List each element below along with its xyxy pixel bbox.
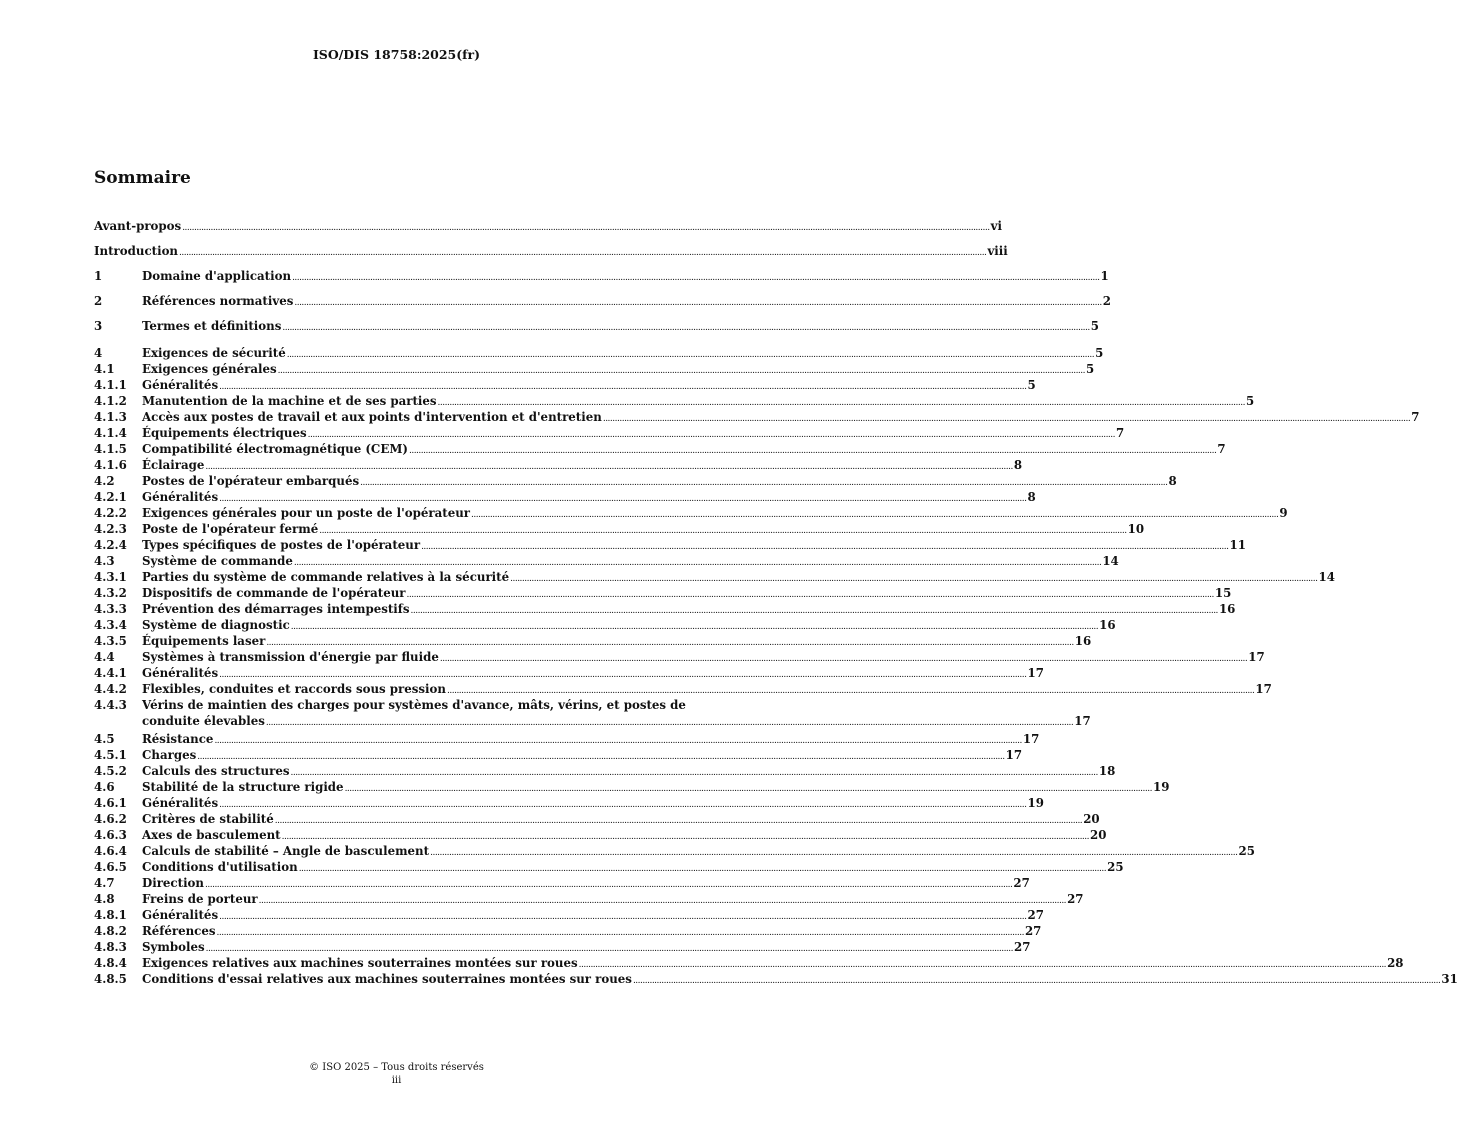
toc-entry-page: 16	[1218, 602, 1236, 616]
toc-entry-title: Termes et définitions	[142, 319, 282, 333]
toc-entry-number: 4.2.2	[94, 506, 127, 520]
toc-entry-page: 27	[1013, 876, 1030, 890]
toc-entry[interactable]	[94, 409, 1420, 425]
toc-entry[interactable]	[94, 601, 1236, 617]
toc-entry-page: 25	[1107, 860, 1124, 874]
page-number: iii	[391, 1075, 402, 1086]
toc-entry-title: Axes de basculement	[142, 828, 281, 842]
toc-entry[interactable]	[94, 779, 1170, 795]
toc-entry[interactable]	[94, 218, 1002, 234]
toc-entry-page: 19	[1152, 780, 1170, 794]
toc-entry[interactable]	[94, 489, 1036, 505]
toc-entry[interactable]	[94, 585, 1232, 601]
toc-entry-number: 4.3.2	[94, 586, 127, 600]
toc-entry-number: 4.5.1	[94, 748, 127, 762]
toc-entry[interactable]	[94, 345, 1104, 361]
toc-entry[interactable]	[94, 441, 1226, 457]
toc-entry-page: 16	[1099, 618, 1116, 632]
toc-entry[interactable]	[94, 617, 1116, 633]
toc-entry-page: 2	[1102, 294, 1111, 308]
toc-entry-number: 4.2.4	[94, 538, 127, 552]
page-footer	[0, 1062, 793, 1086]
toc-entry-page: 8	[1027, 490, 1036, 504]
toc-entry-number: 2	[94, 294, 103, 308]
dot-leader	[294, 295, 1101, 311]
toc-entry-title: Symboles	[142, 940, 205, 954]
toc-entry[interactable]	[94, 393, 1255, 409]
toc-entry-title: Flexibles, conduites et raccords sous pression	[142, 682, 446, 696]
toc-entry[interactable]	[94, 377, 1036, 393]
toc-entry-page: 17	[1248, 650, 1265, 664]
page-title: Sommaire	[94, 168, 191, 188]
toc-entry-title: Généralités	[142, 378, 219, 392]
toc-entry-title: Poste de l'opérateur fermé	[142, 522, 319, 536]
toc-entry[interactable]	[94, 569, 1335, 585]
toc-entry-number: 4.4.1	[94, 666, 127, 680]
toc-entry-title: Généralités	[142, 490, 219, 504]
dot-leader	[179, 245, 986, 261]
toc-entry-number: 4.5.2	[94, 764, 127, 778]
toc-entry-title: Équipements électriques	[142, 426, 307, 440]
toc-entry[interactable]	[94, 318, 1099, 334]
toc-entry[interactable]	[94, 875, 1030, 891]
toc-entry[interactable]	[94, 971, 1458, 987]
toc-entry-title: Stabilité de la structure rigide	[142, 780, 344, 794]
toc-entry-page: 8	[1168, 474, 1177, 488]
toc-entry-title: Freins de porteur	[142, 892, 258, 906]
toc-entry-number: 4.3.5	[94, 634, 127, 648]
toc-entry-number: 4.6.3	[94, 828, 127, 842]
toc-entry-title: Manutention de la machine et de ses parties	[142, 394, 437, 408]
toc-entry-title: Équipements laser	[142, 634, 266, 648]
toc-entry-title: Parties du système de commande relatives à la sécurité	[142, 570, 510, 584]
toc-entry[interactable]	[94, 795, 1044, 811]
toc-entry[interactable]	[94, 537, 1246, 553]
toc-entry-page: 28	[1387, 956, 1404, 970]
toc-entry-title: Direction	[142, 876, 204, 890]
toc-entry-page: 25	[1238, 844, 1255, 858]
toc-entry-number: 1	[94, 269, 103, 283]
toc-entry-number: 4.4.3	[94, 698, 127, 712]
toc-entry[interactable]	[94, 681, 1272, 697]
toc-entry[interactable]	[94, 553, 1119, 569]
toc-entry-page: 17	[1005, 748, 1023, 762]
toc-entry-page: 31	[1441, 972, 1458, 986]
toc-entry-title: Prévention des démarrages intempestifs	[142, 602, 410, 616]
toc-entry-page: 17	[1074, 714, 1091, 728]
toc-entry-page: 16	[1074, 634, 1092, 648]
toc-entry-number: 4.8.5	[94, 972, 127, 986]
toc-entry-title: Généralités	[142, 908, 219, 922]
toc-entry-title: Dispositifs de commande de l'opérateur	[142, 586, 406, 600]
toc-entry-page: 14	[1318, 570, 1335, 584]
toc-entry-number: 4.2.3	[94, 522, 127, 536]
toc-entry-page: 7	[1411, 410, 1420, 424]
toc-entry-number: 4.4.2	[94, 682, 127, 696]
copyright-notice: © ISO 2025 – Tous droits réservés	[309, 1062, 484, 1073]
toc-entry-page: 7	[1217, 442, 1226, 456]
toc-entry[interactable]	[94, 633, 1092, 649]
toc-entry-page: 27	[1027, 908, 1044, 922]
toc-entry[interactable]	[94, 361, 1095, 377]
toc-entry-title: Exigences de sécurité	[142, 346, 286, 360]
dot-leader	[292, 270, 1099, 286]
toc-entry-number: 4.3	[94, 554, 115, 568]
toc-entry[interactable]	[94, 243, 1008, 259]
toc-entry-number: 4.1.3	[94, 410, 127, 424]
toc-entry[interactable]	[94, 763, 1116, 779]
toc-entry-number: 4.1.6	[94, 458, 127, 472]
toc-entry-number: 4.3.3	[94, 602, 127, 616]
toc-entry-title: Types spécifiques de postes de l'opérateur	[142, 538, 421, 552]
toc-entry[interactable]	[94, 939, 1031, 955]
toc-entry[interactable]	[94, 827, 1107, 843]
toc-entry[interactable]	[94, 665, 1044, 681]
toc-entry[interactable]	[94, 268, 1109, 284]
dot-leader	[266, 715, 1073, 731]
toc-entry-page: 18	[1098, 764, 1116, 778]
toc-entry[interactable]	[94, 811, 1100, 827]
toc-entry-page: viii	[987, 244, 1008, 258]
toc-entry-page: 15	[1214, 586, 1232, 600]
toc-entry-title: Références	[142, 924, 216, 938]
dot-leader	[282, 320, 1089, 336]
toc-entry[interactable]	[94, 521, 1145, 537]
toc-entry[interactable]	[94, 907, 1044, 923]
toc-entry-title: Vérins de maintien des charges pour systèmes d'avance, mâts, vérins, et postes de	[142, 698, 686, 712]
toc-entry-number: 4.2.1	[94, 490, 127, 504]
toc-entry-title: Généralités	[142, 796, 219, 810]
toc-entry[interactable]	[94, 293, 1111, 309]
toc-entry[interactable]	[94, 697, 1091, 729]
toc-entry-title: Compatibilité électromagnétique (CEM)	[142, 442, 408, 456]
toc-entry-page: 5	[1086, 362, 1095, 376]
toc-entry-page: 9	[1279, 506, 1288, 520]
toc-entry-number: 4.6	[94, 780, 115, 794]
toc-entry-page: 5	[1245, 394, 1255, 408]
toc-entry[interactable]	[94, 473, 1177, 489]
toc-entry-title: Critères de stabilité	[142, 812, 274, 826]
toc-entry-number: 4.2	[94, 474, 115, 488]
toc-entry-title: Résistance	[142, 732, 214, 746]
toc-entry[interactable]	[94, 923, 1042, 939]
toc-entry-page: 10	[1127, 522, 1145, 536]
toc-entry-title: Conditions d'essai relatives aux machines souterraines montées sur roues	[142, 972, 632, 986]
toc-entry-number: 4.8.1	[94, 908, 127, 922]
toc-entry-number: 4.1.1	[94, 378, 127, 392]
toc-entry-title: Calculs des structures	[142, 764, 290, 778]
toc-entry-title: Généralités	[142, 666, 219, 680]
toc-entry-page: 17	[1255, 682, 1272, 696]
toc-entry-number: 4.1.2	[94, 394, 127, 408]
toc-entry[interactable]	[94, 859, 1124, 875]
toc-entry-title: Avant-propos	[94, 219, 182, 233]
toc-entry-page: vi	[990, 219, 1002, 233]
toc-entry[interactable]	[94, 891, 1084, 907]
toc-entry-page: 11	[1229, 538, 1246, 552]
toc-entry-page: 14	[1102, 554, 1119, 568]
toc-entry-title: Accès aux postes de travail et aux points d'intervention et d'entretien	[142, 410, 602, 424]
toc-entry-page: 27	[1067, 892, 1084, 906]
toc-entry-title: Domaine d'application	[142, 269, 292, 283]
toc-entry-number: 4.6.5	[94, 860, 127, 874]
toc-entry-page: 27	[1024, 924, 1042, 938]
toc-entry-number: 4	[94, 346, 103, 360]
toc-entry-page: 1	[1100, 269, 1109, 283]
toc-entry[interactable]	[94, 731, 1040, 747]
toc-entry[interactable]	[94, 747, 1023, 763]
toc-entry-number: 4.6.2	[94, 812, 127, 826]
toc-entry-number: 4.5	[94, 732, 115, 746]
toc-entry-number: 4.1	[94, 362, 115, 376]
toc-entry-title: Conditions d'utilisation	[142, 860, 298, 874]
toc-entry-title: Références normatives	[142, 294, 294, 308]
toc-entry-title: Systèmes à transmission d'énergie par fluide	[142, 650, 439, 664]
toc-entry[interactable]	[94, 425, 1125, 441]
toc-entry-page: 5	[1027, 378, 1036, 392]
toc-entry-title: Calculs de stabilité – Angle de basculement	[142, 844, 430, 858]
toc-entry-title: Éclairage	[142, 458, 205, 472]
toc-entry[interactable]	[94, 843, 1255, 859]
toc-entry-page: 19	[1027, 796, 1044, 810]
toc-entry[interactable]	[94, 649, 1265, 665]
toc-entry-number: 4.8	[94, 892, 115, 906]
toc-entry-number: 4.3.4	[94, 618, 127, 632]
toc-entry-title: Exigences générales pour un poste de l'opérateur	[142, 506, 470, 520]
toc-entry[interactable]	[94, 955, 1404, 971]
toc-entry[interactable]	[94, 505, 1288, 521]
toc-entry-number: 4.8.3	[94, 940, 127, 954]
toc-entry-page: 20	[1083, 812, 1100, 826]
toc-entry-number: 4.3.1	[94, 570, 127, 584]
toc-entry-page: 5	[1090, 319, 1099, 333]
toc-entry-page: 7	[1116, 426, 1125, 440]
toc-entry-title: Exigences relatives aux machines souterraines montées sur roues	[142, 956, 578, 970]
toc-entry[interactable]	[94, 457, 1023, 473]
dot-leader	[182, 220, 989, 236]
toc-entry-page: 17	[1027, 666, 1044, 680]
toc-entry-title: Système de commande	[142, 554, 293, 568]
toc-entry-page: 20	[1090, 828, 1107, 842]
document-header: ISO/DIS 18758:2025(fr)	[312, 47, 481, 62]
toc-entry-title: Postes de l'opérateur embarqués	[142, 474, 360, 488]
toc-entry-number: 4.1.4	[94, 426, 127, 440]
toc-entry-number: 4.6.4	[94, 844, 127, 858]
toc-entry-number: 4.7	[94, 876, 115, 890]
toc-entry-number: 4.6.1	[94, 796, 127, 810]
toc-entry-number: 4.8.2	[94, 924, 127, 938]
toc-entry-page: 17	[1022, 732, 1040, 746]
toc-entry-page: 27	[1014, 940, 1031, 954]
toc-entry-title-continued: conduite élevables	[142, 714, 265, 728]
toc-entry-page: 8	[1013, 458, 1023, 472]
toc-entry-number: 4.4	[94, 650, 115, 664]
toc-entry-number: 4.1.5	[94, 442, 127, 456]
toc-entry-title: Système de diagnostic	[142, 618, 290, 632]
dot-leader	[633, 973, 1440, 989]
toc-entry-number: 3	[94, 319, 103, 333]
toc-entry-page: 5	[1095, 346, 1104, 360]
toc-entry-number: 4.8.4	[94, 956, 127, 970]
toc-entry-title: Charges	[142, 748, 197, 762]
toc-entry-title: Introduction	[94, 244, 179, 258]
toc-entry-title: Exigences générales	[142, 362, 277, 376]
